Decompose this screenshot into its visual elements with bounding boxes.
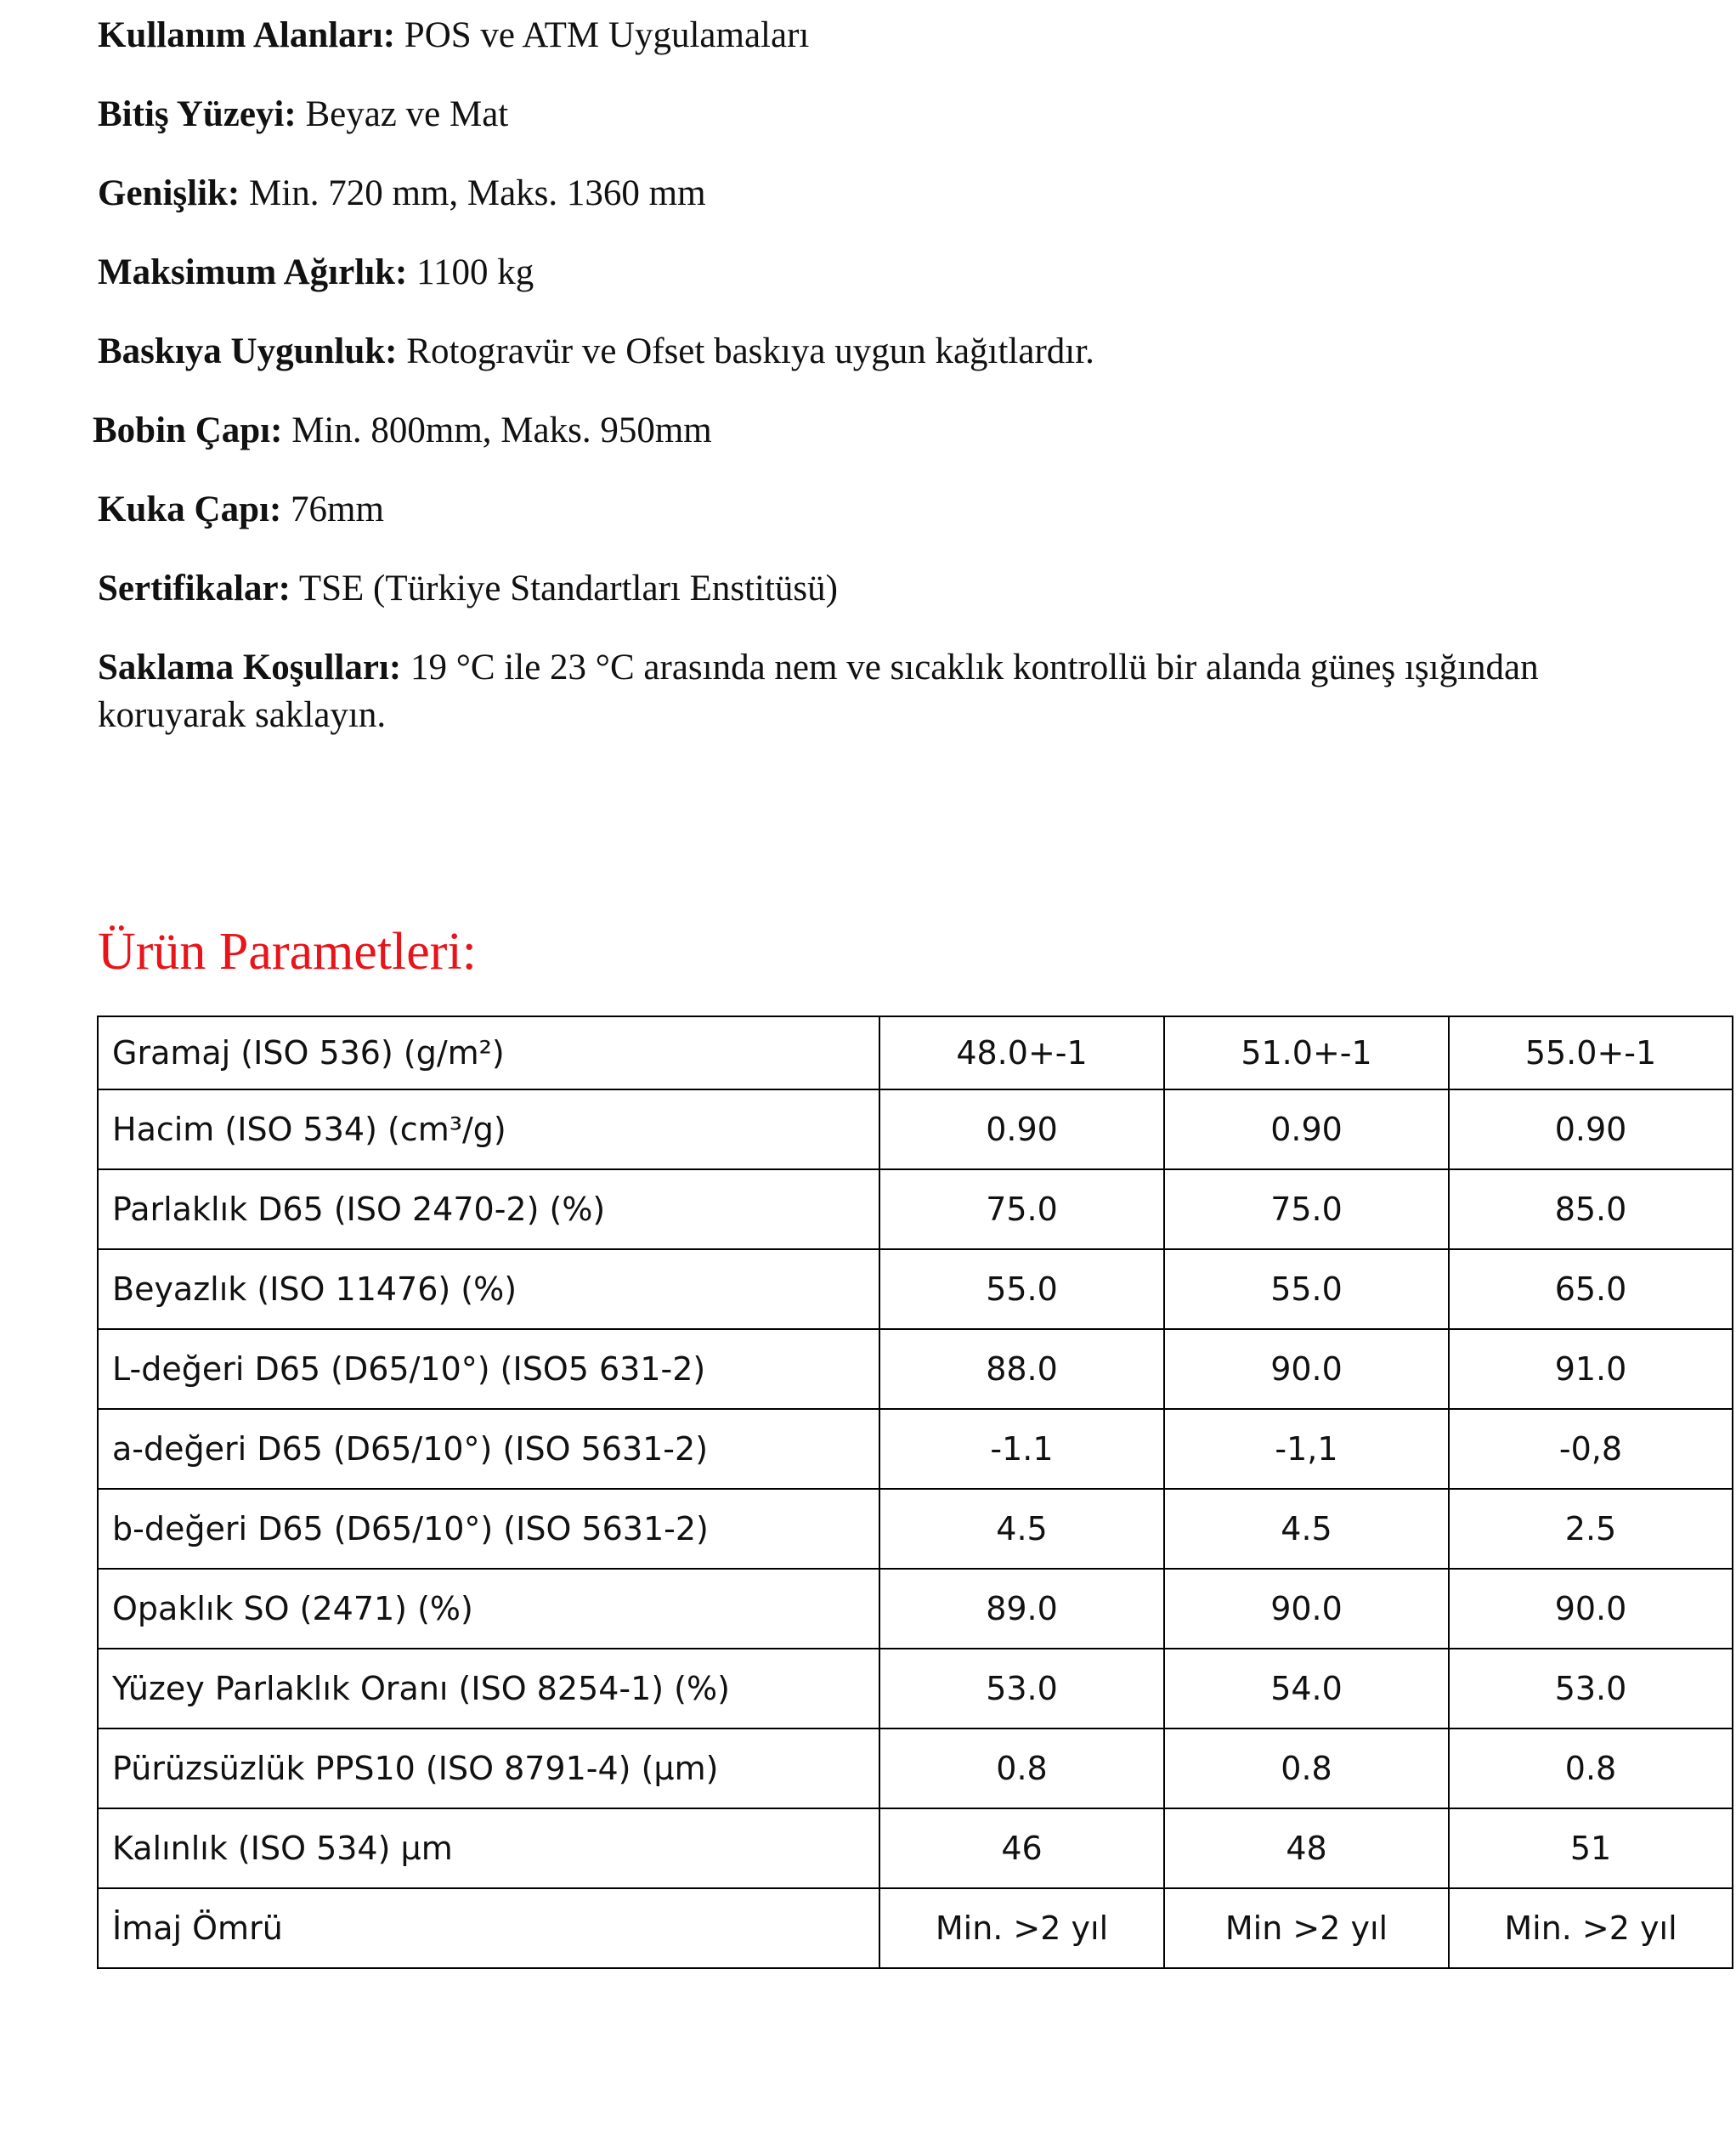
parameter-name-cell: a-değeri D65 (D65/10°) (ISO 5631-2)	[98, 1409, 879, 1489]
parameter-name-cell: Pürüzsüzlük PPS10 (ISO 8791-4) (µm)	[98, 1728, 879, 1808]
spec-value: 76mm	[281, 489, 384, 529]
parameter-value-cell: 89.0	[879, 1569, 1164, 1649]
parameter-name-cell: Kalınlık (ISO 534) µm	[98, 1808, 879, 1888]
parameter-value-cell: 55.0	[1164, 1249, 1449, 1329]
parameter-value-cell: 91.0	[1449, 1329, 1733, 1409]
parameter-value-cell: 75.0	[879, 1169, 1164, 1249]
product-parameters-table	[97, 1016, 1733, 1969]
parameter-value-cell: 65.0	[1449, 1249, 1733, 1329]
parameter-value-cell: 90.0	[1449, 1569, 1733, 1649]
parameter-value-cell: 0.8	[1164, 1728, 1449, 1808]
parameter-name-cell: L-değeri D65 (D65/10°) (ISO5 631-2)	[98, 1329, 879, 1409]
spec-storage-conditions	[98, 644, 1678, 739]
parameter-value-cell: 53.0	[1449, 1649, 1733, 1728]
spec-usage-areas	[98, 12, 1678, 59]
parameter-value-cell: -1,1	[1164, 1409, 1449, 1489]
table-row	[98, 1089, 1733, 1169]
table-row	[98, 1808, 1733, 1888]
table-body	[98, 1016, 1733, 1968]
spec-finish-surface	[98, 91, 1678, 139]
parameter-name-cell: Opaklık SO (2471) (%)	[98, 1569, 879, 1649]
parameter-value-cell: 53.0	[879, 1649, 1164, 1728]
parameter-value-cell: -1.1	[879, 1409, 1164, 1489]
parameter-value-cell: -0,8	[1449, 1409, 1733, 1489]
spec-width	[98, 170, 1678, 218]
spec-value: 1100 kg	[407, 252, 534, 292]
spec-value: TSE (Türkiye Standartları Enstitüsü)	[290, 569, 838, 608]
spec-value: POS ve ATM Uygulamaları	[395, 15, 810, 55]
parameter-value-cell: 46	[879, 1808, 1164, 1888]
table-row	[98, 1649, 1733, 1728]
parameter-value-cell: 0.90	[1449, 1089, 1733, 1169]
spec-value: 19 °C ile 23 °C arasında nem ve sıcaklık kontrollü bir alanda güneş ışığından koruyarak saklayın.	[98, 648, 1539, 735]
parameter-name-cell: Gramaj (ISO 536) (g/m²)	[98, 1016, 879, 1089]
parameter-value-cell: Min >2 yıl	[1164, 1888, 1449, 1968]
parameter-name-cell: Parlaklık D65 (ISO 2470-2) (%)	[98, 1169, 879, 1249]
parameter-value-cell: 48.0+-1	[879, 1016, 1164, 1089]
parameter-value-cell: 4.5	[1164, 1489, 1449, 1569]
parameter-value-cell: 0.8	[1449, 1728, 1733, 1808]
spec-label: Kullanım Alanları:	[98, 15, 396, 55]
parameter-value-cell: 2.5	[1449, 1489, 1733, 1569]
table-row	[98, 1409, 1733, 1489]
parameter-name-cell: Beyazlık (ISO 11476) (%)	[98, 1249, 879, 1329]
parameter-value-cell: 55.0+-1	[1449, 1016, 1733, 1089]
spec-core-diameter	[98, 486, 1678, 534]
parameter-value-cell: 90.0	[1164, 1569, 1449, 1649]
spec-label: Maksimum Ağırlık:	[98, 252, 408, 292]
spec-value: Rotogravür ve Ofset baskıya uygun kağıtlardır.	[397, 331, 1094, 371]
spec-value: Min. 720 mm, Maks. 1360 mm	[240, 173, 706, 213]
parameter-value-cell: 54.0	[1164, 1649, 1449, 1728]
parameter-value-cell: 88.0	[879, 1329, 1164, 1409]
spec-label: Baskıya Uygunluk:	[98, 331, 398, 371]
parameter-value-cell: Min. >2 yıl	[879, 1888, 1164, 1968]
parameter-value-cell: 85.0	[1449, 1169, 1733, 1249]
table-row	[98, 1249, 1733, 1329]
parameter-value-cell: 0.90	[879, 1089, 1164, 1169]
spec-max-weight	[98, 249, 1678, 297]
table-row	[98, 1888, 1733, 1968]
table-row	[98, 1016, 1733, 1089]
parameter-value-cell: 4.5	[879, 1489, 1164, 1569]
spec-certificates	[98, 565, 1678, 613]
parameter-name-cell: Hacim (ISO 534) (cm³/g)	[98, 1089, 879, 1169]
table-row	[98, 1569, 1733, 1649]
parameter-value-cell: 90.0	[1164, 1329, 1449, 1409]
parameter-value-cell: 0.90	[1164, 1089, 1449, 1169]
table-row	[98, 1329, 1733, 1409]
spec-print-suitability	[98, 328, 1678, 376]
parameter-value-cell: Min. >2 yıl	[1449, 1888, 1733, 1968]
spec-label: Saklama Koşulları:	[98, 648, 402, 687]
spec-label: Bitiş Yüzeyi:	[98, 94, 297, 134]
parameter-value-cell: 48	[1164, 1808, 1449, 1888]
spec-label: Bobin Çapı:	[93, 410, 283, 450]
parameter-value-cell: 51.0+-1	[1164, 1016, 1449, 1089]
parameter-name-cell: İmaj Ömrü	[98, 1888, 879, 1968]
table-row	[98, 1169, 1733, 1249]
spec-reel-diameter	[93, 407, 1673, 455]
spec-label: Kuka Çapı:	[98, 489, 282, 529]
parameter-name-cell: Yüzey Parlaklık Oranı (ISO 8254-1) (%)	[98, 1649, 879, 1728]
section-title: Ürün Parametleri:	[98, 923, 477, 981]
spec-label: Sertifikalar:	[98, 569, 291, 608]
table-row	[98, 1489, 1733, 1569]
table-row	[98, 1728, 1733, 1808]
parameter-value-cell: 0.8	[879, 1728, 1164, 1808]
parameter-value-cell: 75.0	[1164, 1169, 1449, 1249]
spec-label: Genişlik:	[98, 173, 240, 213]
parameter-name-cell: b-değeri D65 (D65/10°) (ISO 5631-2)	[98, 1489, 879, 1569]
spec-value: Min. 800mm, Maks. 950mm	[282, 410, 712, 450]
parameter-value-cell: 55.0	[879, 1249, 1164, 1329]
spec-value: Beyaz ve Mat	[296, 94, 509, 134]
parameter-value-cell: 51	[1449, 1808, 1733, 1888]
